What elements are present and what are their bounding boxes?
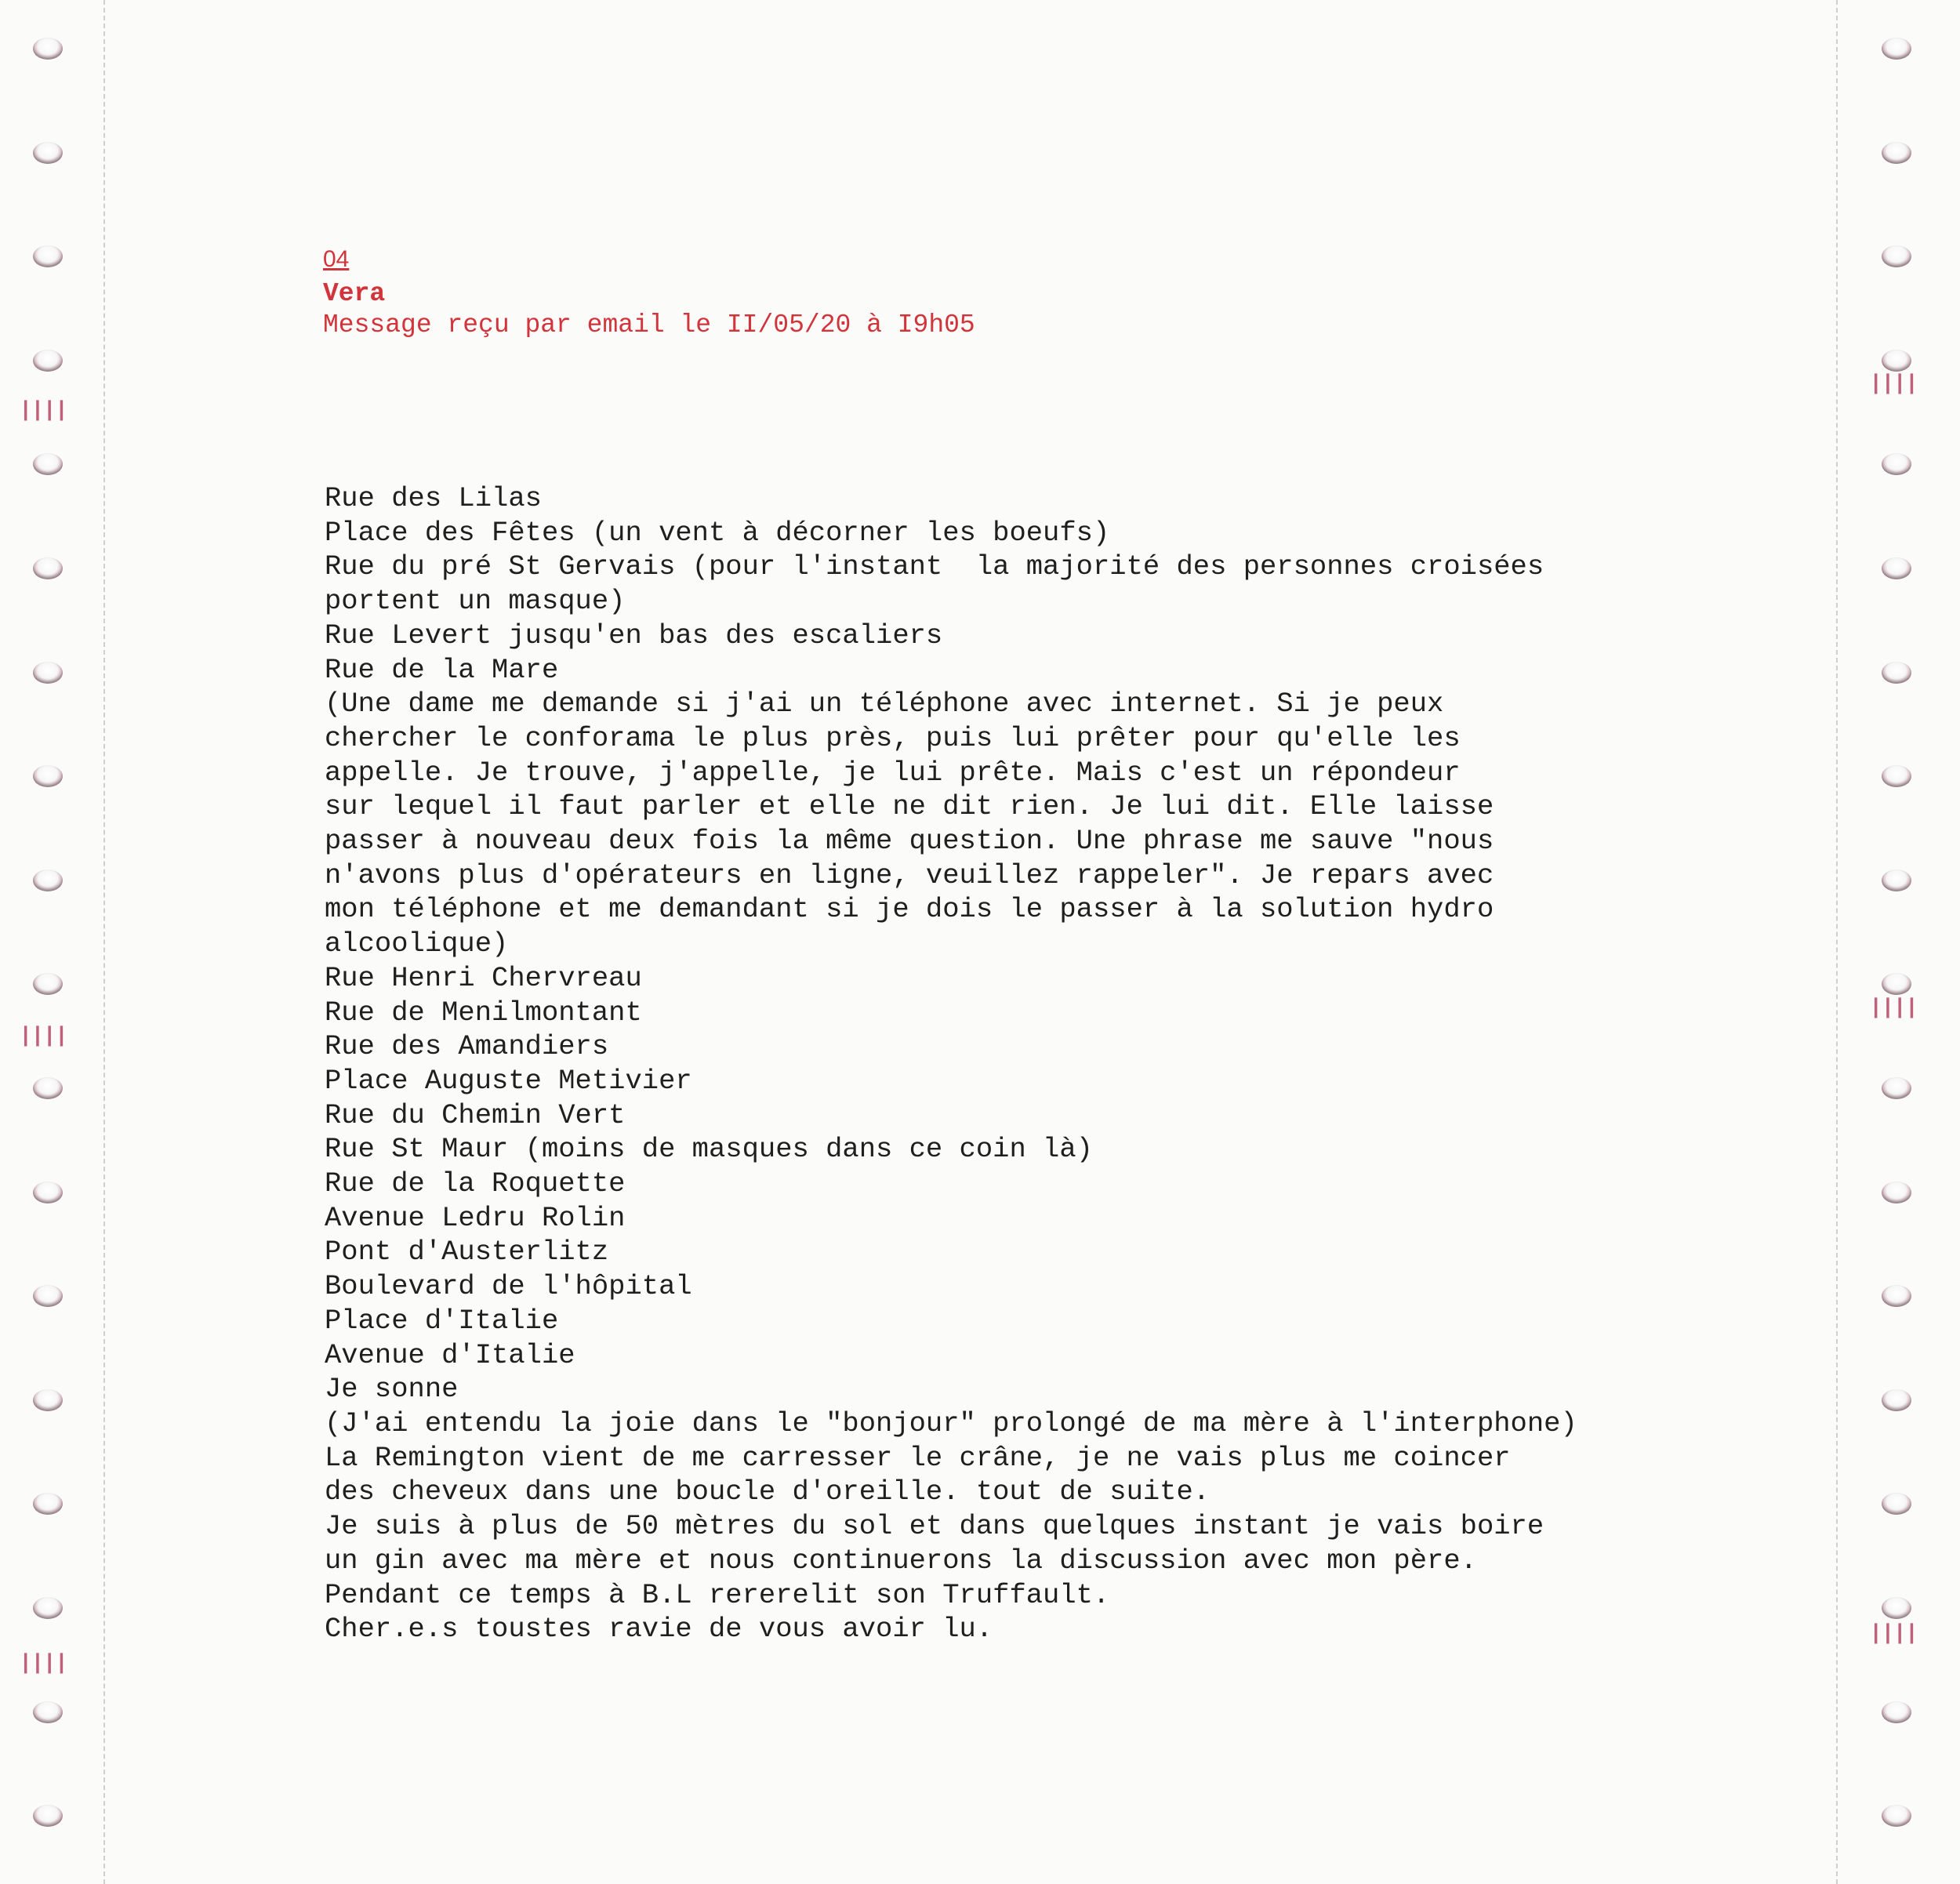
body-line: alcoolique): [325, 927, 509, 960]
body-line: La Remington vient de me carresser le crâne, je ne vais plus me coincer: [325, 1441, 1511, 1474]
feed-hole: [1882, 662, 1911, 684]
left-tractor-strip: [0, 0, 105, 1884]
feed-hole: [1882, 869, 1911, 891]
body-line: Rue Henri Chervreau: [325, 961, 642, 994]
feed-hole: [1882, 38, 1911, 60]
body-line: des cheveux dans une boucle d'oreille. tout de suite.: [325, 1476, 1210, 1508]
body-line: Rue de la Roquette: [325, 1167, 626, 1200]
feed-hole: [1882, 1182, 1911, 1203]
perforation-mark: ┃┃┃┃: [20, 401, 68, 421]
feed-hole: [33, 142, 63, 164]
feed-hole: [33, 1182, 63, 1203]
perforation-mark: ┃┃┃┃: [20, 1654, 68, 1674]
feed-hole: [1882, 1389, 1911, 1411]
feed-hole: [33, 557, 63, 579]
feed-hole: [1882, 453, 1911, 475]
body-line: Je suis à plus de 50 mètres du sol et dans quelques instant je vais boire: [325, 1510, 1544, 1543]
feed-hole: [33, 1285, 63, 1307]
body-line: Rue Levert jusqu'en bas des escaliers: [325, 619, 943, 652]
body-line: (J'ai entendu la joie dans le "bonjour" prolongé de ma mère à l'interphone): [325, 1407, 1577, 1439]
message-meta: Message reçu par email le II/05/20 à I9h05: [323, 310, 975, 339]
feed-hole: [33, 1493, 63, 1515]
body-line: chercher le conforama le plus près, puis lui prêter pour qu'elle les: [325, 721, 1461, 754]
feed-hole: [1882, 245, 1911, 267]
feed-hole: [1882, 1805, 1911, 1827]
perforation-mark: ┃┃┃┃: [1871, 1624, 1918, 1644]
right-tractor-strip: [1836, 0, 1960, 1884]
body-line: Rue St Maur (moins de masques dans ce coin là): [325, 1133, 1093, 1166]
body-line: Cher.e.s toustes ravie de vous avoir lu.: [325, 1613, 993, 1646]
feed-hole: [1882, 557, 1911, 579]
body-line: Pendant ce temps à B.L rererelit son Truffault.: [325, 1578, 1110, 1611]
body-line: Place Auguste Metivier: [325, 1064, 692, 1097]
body-line: Rue de Menilmontant: [325, 996, 642, 1029]
feed-hole: [33, 765, 63, 787]
feed-hole: [1882, 1077, 1911, 1099]
body-line: Pont d'Austerlitz: [325, 1236, 609, 1269]
message-body: [325, 481, 1577, 1646]
feed-hole: [1882, 1701, 1911, 1723]
body-line: mon téléphone et me demandant si je dois le passer à la solution hydro: [325, 893, 1494, 926]
entry-number: 04: [323, 246, 350, 272]
perforation-mark: ┃┃┃┃: [1871, 375, 1918, 394]
body-line: n'avons plus d'opérateurs en ligne, veuillez rappeler". Je repars avec: [325, 859, 1494, 891]
feed-hole: [33, 973, 63, 995]
body-line: sur lequel il faut parler et elle ne dit rien. Je lui dit. Elle laisse: [325, 790, 1494, 823]
feed-hole: [1882, 1493, 1911, 1515]
feed-hole: [33, 1701, 63, 1723]
body-line: Rue du pré St Gervais (pour l'instant la majorité des personnes croisées: [325, 550, 1544, 583]
feed-hole: [1882, 973, 1911, 995]
feed-hole: [1882, 142, 1911, 164]
body-line: Je sonne: [325, 1373, 459, 1406]
body-line: Boulevard de l'hôpital: [325, 1270, 692, 1303]
body-line: (Une dame me demande si j'ai un téléphone avec internet. Si je peux: [325, 688, 1444, 721]
feed-hole: [1882, 350, 1911, 372]
feed-hole: [1882, 1597, 1911, 1619]
feed-hole: [33, 1597, 63, 1619]
feed-hole: [33, 869, 63, 891]
feed-hole: [33, 1077, 63, 1099]
body-line: appelle. Je trouve, j'appelle, je lui prête. Mais c'est un répondeur: [325, 756, 1461, 789]
body-line: Avenue Ledru Rolin: [325, 1201, 626, 1234]
body-line: Place des Fêtes (un vent à décorner les boeufs): [325, 516, 1110, 549]
feed-hole: [33, 38, 63, 60]
body-line: Rue du Chemin Vert: [325, 1098, 626, 1131]
feed-hole: [1882, 765, 1911, 787]
body-line: Avenue d'Italie: [325, 1338, 575, 1371]
body-line: un gin avec ma mère et nous continuerons la discussion avec mon père.: [325, 1544, 1477, 1577]
body-line: Rue des Amandiers: [325, 1030, 609, 1063]
feed-hole: [33, 453, 63, 475]
perforation-mark: ┃┃┃┃: [1871, 999, 1918, 1018]
feed-hole: [33, 350, 63, 372]
body-line: Place d'Italie: [325, 1304, 559, 1337]
feed-hole: [33, 1805, 63, 1827]
body-line: portent un masque): [325, 585, 626, 618]
feed-hole: [33, 245, 63, 267]
feed-hole: [33, 662, 63, 684]
body-line: passer à nouveau deux fois la même question. Une phrase me sauve "nous: [325, 825, 1494, 858]
author-name: Vera: [323, 279, 386, 308]
feed-hole: [1882, 1285, 1911, 1307]
body-line: Rue des Lilas: [325, 482, 542, 514]
body-line: Rue de la Mare: [325, 653, 559, 686]
feed-hole: [33, 1389, 63, 1411]
perforation-mark: ┃┃┃┃: [20, 1027, 68, 1047]
